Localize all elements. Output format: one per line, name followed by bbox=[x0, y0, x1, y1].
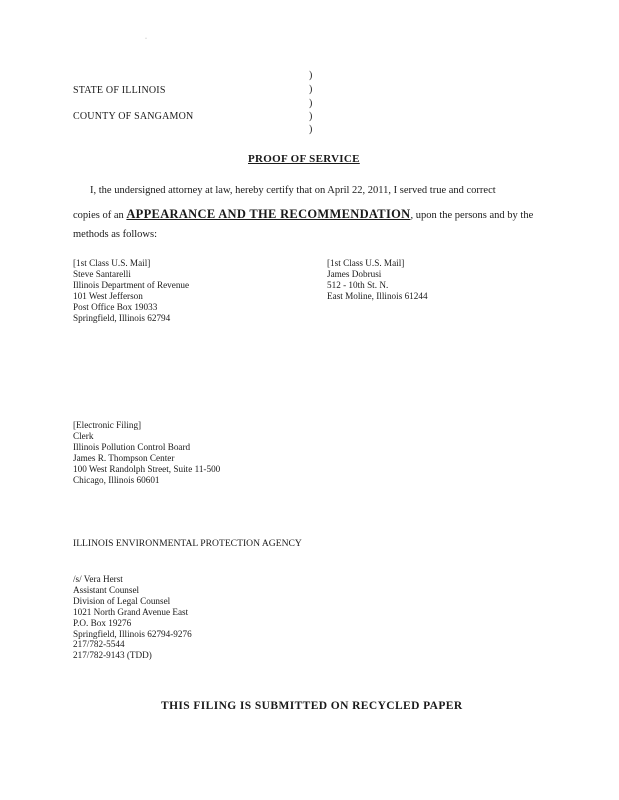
service-method: [Electronic Filing] bbox=[73, 420, 142, 430]
body-line-2-prefix: copies of an bbox=[73, 210, 127, 221]
recipient-line: Illinois Pollution Control Board bbox=[73, 441, 191, 452]
caption-paren: ) bbox=[309, 111, 313, 122]
signature-line: Division of Legal Counsel bbox=[73, 595, 171, 606]
signature-block bbox=[73, 574, 192, 661]
body-line-2 bbox=[73, 205, 533, 223]
signature-line: P.O. Box 19276 bbox=[73, 617, 132, 628]
documents-served: APPEARANCE AND THE RECOMMENDATION bbox=[126, 207, 411, 221]
caption-paren: ) bbox=[309, 70, 313, 81]
caption-county: COUNTY OF SANGAMON bbox=[73, 111, 194, 122]
caption-state: STATE OF ILLINOIS bbox=[73, 85, 166, 96]
recipient-line: East Moline, Illinois 61244 bbox=[327, 290, 428, 301]
signature-line: 217/782-5544 bbox=[73, 639, 125, 650]
recipient-line: Chicago, Illinois 60601 bbox=[73, 474, 160, 485]
service-method: [1st Class U.S. Mail] bbox=[327, 258, 405, 268]
recipient-line: 101 West Jefferson bbox=[73, 290, 143, 301]
recipient-line: James Dobrusi bbox=[327, 268, 382, 279]
scan-speck: · bbox=[145, 36, 147, 42]
agency-name: ILLINOIS ENVIRONMENTAL PROTECTION AGENCY bbox=[73, 538, 302, 549]
service-recipient-electronic bbox=[73, 420, 220, 485]
recipient-line: James R. Thompson Center bbox=[73, 452, 175, 463]
signature-line: Assistant Counsel bbox=[73, 584, 140, 595]
recycled-paper-footer: THIS FILING IS SUBMITTED ON RECYCLED PAPER bbox=[161, 700, 463, 712]
signature-line: /s/ Vera Herst bbox=[73, 574, 123, 584]
body-line-3: methods as follows: bbox=[73, 229, 157, 240]
caption-paren: ) bbox=[309, 98, 313, 109]
service-recipient-left bbox=[73, 258, 189, 323]
caption-paren: ) bbox=[309, 84, 313, 95]
recipient-line: Steve Santarelli bbox=[73, 268, 131, 279]
service-method: [1st Class U.S. Mail] bbox=[73, 258, 151, 268]
signature-line: Springfield, Illinois 62794-9276 bbox=[73, 628, 192, 639]
recipient-line: Clerk bbox=[73, 430, 94, 441]
caption-paren: ) bbox=[309, 124, 313, 135]
document-title: PROOF OF SERVICE bbox=[248, 153, 360, 165]
recipient-line: 100 West Randolph Street, Suite 11-500 bbox=[73, 463, 221, 474]
body-line-1: I, the undersigned attorney at law, hereby certify that on April 22, 2011, I served true and correct bbox=[90, 185, 496, 196]
recipient-line: Illinois Department of Revenue bbox=[73, 279, 190, 290]
recipient-line: 512 - 10th St. N. bbox=[327, 279, 389, 290]
recipient-line: Post Office Box 19033 bbox=[73, 301, 158, 312]
agency-block bbox=[73, 539, 302, 550]
body-line-2-suffix: , upon the persons and by the bbox=[410, 210, 534, 221]
service-recipient-right bbox=[327, 258, 428, 302]
signature-line: 1021 North Grand Avenue East bbox=[73, 606, 189, 617]
signature-line: 217/782-9143 (TDD) bbox=[73, 650, 152, 661]
recipient-line: Springfield, Illinois 62794 bbox=[73, 312, 171, 323]
